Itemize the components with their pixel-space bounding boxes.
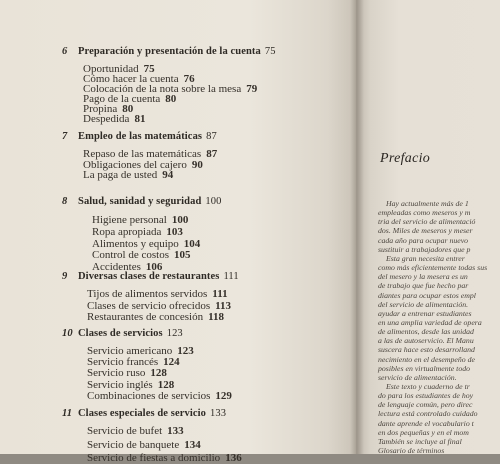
entry-label: Cómo hacer la cuenta <box>83 73 179 85</box>
entry-page: 80 <box>122 103 134 115</box>
toc-entry <box>92 214 188 226</box>
entry-page: 123 <box>177 345 194 357</box>
entry-page: 136 <box>225 452 242 464</box>
entry-label: La paga de usted <box>83 169 158 182</box>
preface-line: diantes para ocupar estos empl <box>378 290 476 300</box>
toc-entry <box>92 249 191 261</box>
entry-label: Despedida <box>83 113 130 125</box>
preface-line: do para los estudiantes de hoy <box>378 391 474 401</box>
toc-entry <box>87 439 201 451</box>
preface-line: servicio de alimentación. <box>378 372 457 382</box>
preface-line: empleadas como meseros y m <box>378 208 471 218</box>
entry-page: 128 <box>157 378 175 391</box>
preface-line: de trabajo que fue hecho par <box>378 281 469 291</box>
toc-entry <box>87 379 174 391</box>
right-page <box>356 0 500 454</box>
toc-chapter <box>62 328 183 339</box>
entry-label: Accidentes <box>92 261 141 274</box>
entry-page: 129 <box>215 389 232 402</box>
entry-page: 94 <box>162 169 174 182</box>
chapter-page: 75 <box>264 46 276 57</box>
toc-chapter <box>62 131 217 142</box>
toc-entry <box>83 113 145 125</box>
chapter-page: 123 <box>166 328 183 339</box>
preface-line: Hay actualmente más de 1 <box>386 199 469 208</box>
entry-page: 133 <box>167 425 184 437</box>
entry-label: Servicio inglés <box>87 378 153 391</box>
toc-entry <box>87 300 231 312</box>
entry-label: Colocación de la nota sobre la mesa <box>83 83 242 95</box>
preface-line: del mesero y la mesera es un <box>378 272 468 282</box>
toc-chapter <box>62 196 222 207</box>
chapter-title: Clases de servicios <box>78 328 163 339</box>
chapter-number: 9 <box>62 271 68 282</box>
entry-page: 75 <box>143 63 155 75</box>
preface-line: También se incluye al final <box>378 436 462 446</box>
toc-entry <box>87 425 184 437</box>
toc-entry <box>92 226 183 238</box>
preface-line: cada año para ocupar nuevo <box>378 235 469 245</box>
entry-label: Propina <box>83 103 118 115</box>
toc-entry <box>83 169 173 181</box>
entry-label: Pago de la cuenta <box>83 93 161 105</box>
entry-page: 104 <box>183 237 201 250</box>
preface-title: Prefacio <box>380 151 431 166</box>
entry-label: Servicio de fiestas a domicilio <box>87 452 221 464</box>
preface-line: Esta gran necesita entrer <box>386 253 465 263</box>
preface-line: sustituir a trabajadores que p <box>378 244 471 254</box>
entry-label: Alimentos y equipo <box>92 237 179 250</box>
preface-line: como más eficientemente todas sus <box>378 263 488 273</box>
entry-label: Combinaciones de servicios <box>87 389 211 402</box>
preface-line: de lenguaje común, pero direc <box>378 400 473 410</box>
entry-label: Servicio de bufet <box>87 425 163 437</box>
preface-line: en una amplia variedad de opera <box>378 317 482 327</box>
toc-entry <box>87 452 242 464</box>
toc-chapter <box>62 46 276 57</box>
chapter-page: 87 <box>206 131 217 142</box>
toc-entry <box>87 356 180 368</box>
entry-page: 87 <box>206 148 218 160</box>
chapter-page: 133 <box>210 408 227 419</box>
entry-page: 81 <box>134 113 146 125</box>
chapter-title: Preparación y presentación de la cuenta <box>78 46 261 57</box>
entry-label: Servicio americano <box>87 345 173 357</box>
preface-line: Glosario de términos <box>378 446 445 456</box>
entry-label: Repaso de las matemáticas <box>83 148 202 160</box>
entry-page: 103 <box>166 225 183 238</box>
entry-label: Ropa apropiada <box>92 225 162 238</box>
entry-label: Tijos de alimentos servidos <box>87 288 208 300</box>
entry-page: 76 <box>183 73 195 85</box>
toc-entry <box>87 390 232 402</box>
entry-page: 106 <box>145 261 163 274</box>
preface-line: suscera hace esto desarrolland <box>378 345 475 355</box>
preface-line: lectura está controlado cuidado <box>378 409 478 419</box>
entry-page: 134 <box>184 438 201 451</box>
entry-page: 79 <box>246 83 258 95</box>
chapter-number: 8 <box>62 196 68 207</box>
chapter-title: Salud, sanidad y seguridad <box>78 196 202 207</box>
toc-chapter <box>62 271 239 282</box>
preface-line: de alimentos, desde las unidad <box>378 327 474 337</box>
preface-line: tria del servicio de alimentació <box>378 217 476 227</box>
entry-page: 105 <box>174 249 191 262</box>
entry-page: 100 <box>171 214 189 226</box>
entry-page: 113 <box>215 299 232 312</box>
preface-line: posibles en virtualmente todo <box>378 363 471 373</box>
toc-entry <box>87 367 167 379</box>
entry-label: Oportunidad <box>83 63 139 75</box>
entry-page: 80 <box>165 93 177 105</box>
entry-label: Servicio de banquete <box>87 438 180 451</box>
entry-page: 128 <box>150 367 167 380</box>
toc-chapter <box>62 408 227 419</box>
entry-page: 111 <box>212 288 228 300</box>
chapter-title: Empleo de las matemáticas <box>78 131 203 142</box>
entry-label: Obligaciones del cajero <box>83 158 187 171</box>
chapter-title: Diversas clases de restaurantes <box>78 271 220 282</box>
preface-line: Este texto y cuaderno de tr <box>386 382 470 391</box>
toc-entry <box>87 288 228 300</box>
preface-line: a las de autoservicio. El Manu <box>378 336 474 346</box>
preface-line: ayudar a entrenar estudiantes <box>378 308 472 318</box>
entry-label: Clases de servicio ofrecidos <box>87 299 211 312</box>
chapter-number: 6 <box>62 46 68 57</box>
preface-line: en dos pequeñas y en el mom <box>378 427 469 437</box>
chapter-title: Clases especiales de servicio <box>78 408 206 419</box>
preface-line: del servicio de alimentación. <box>378 299 469 309</box>
chapter-page: 111 <box>223 271 239 282</box>
preface-line: necimiento en el desempeño de <box>378 354 475 364</box>
toc-entry <box>87 345 194 357</box>
toc-entry <box>92 238 200 250</box>
chapter-number: 11 <box>62 408 73 419</box>
entry-label: Servicio ruso <box>87 367 146 380</box>
book-gutter <box>350 0 364 454</box>
entry-page: 124 <box>163 356 180 369</box>
entry-label: Servicio francés <box>87 356 159 369</box>
entry-label: Restaurantes de concesión <box>87 311 204 323</box>
entry-label: Control de costos <box>92 249 169 262</box>
entry-label: Higiene personal <box>92 214 167 226</box>
preface-line: dos. Miles de meseros y meser <box>378 226 473 236</box>
entry-page: 118 <box>208 311 224 323</box>
entry-page: 90 <box>191 158 203 171</box>
chapter-number: 10 <box>62 328 73 339</box>
chapter-page: 100 <box>205 196 222 207</box>
chapter-number: 7 <box>62 131 68 142</box>
preface-line: dante aprende el vocabulario t <box>378 418 474 428</box>
toc-entry <box>87 311 224 323</box>
